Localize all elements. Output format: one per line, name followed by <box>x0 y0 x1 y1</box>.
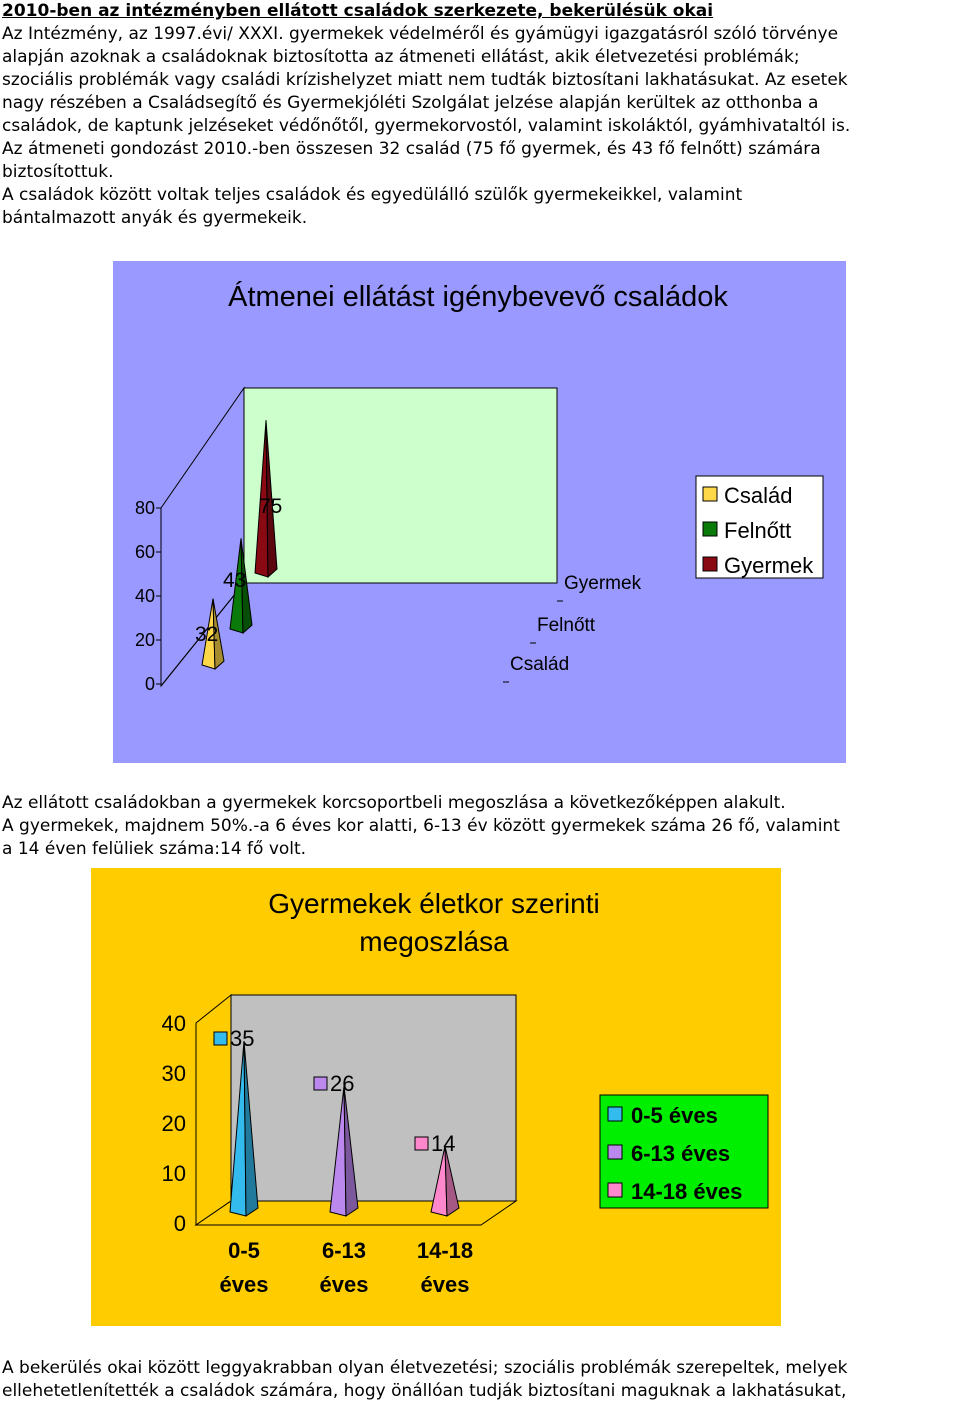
legend-label: Család <box>724 483 793 508</box>
text-line: Az Intézmény, az 1997.évi/ XXXI. gyermekek védelméről és gyámügyi igazgatásról szóló törvénye <box>2 24 839 44</box>
paragraph-intro <box>2 23 956 184</box>
text-line: családok, de kaptunk jelzéseket védőnőtől, gyermekorvostól, valamint iskoláktól, gyámhivataltól is. <box>2 116 851 136</box>
chart-families-svg <box>113 261 846 763</box>
legend-label: Felnőtt <box>724 518 792 543</box>
chart-back-wall <box>231 995 516 1201</box>
value-label-swatch <box>314 1077 327 1090</box>
text-line: A gyermekek, majdnem 50%.-a 6 éves kor alatti, 6-13 év között gyermekek száma 26 fő, valamint <box>2 816 840 836</box>
category-label: Család <box>510 654 570 675</box>
text-line: bántalmazott anyák és gyermekeik. <box>2 208 308 228</box>
chart-back-wall <box>244 388 557 583</box>
chart-children-age <box>91 868 781 1326</box>
text-line: Az ellátott családokban a gyermekek korcsoportbeli megoszlása a következőképpen alakult. <box>2 793 786 813</box>
value-label: 35 <box>230 1026 255 1051</box>
legend-label: 0-5 éves <box>631 1103 718 1128</box>
value-label: 43 <box>223 569 247 592</box>
paragraph-reasons <box>2 1357 956 1403</box>
category-label: éves <box>420 1272 470 1297</box>
legend-swatch <box>608 1145 622 1159</box>
text-line: A családok között voltak teljes családok és egyedülálló szülők gyermekeikkel, valamint <box>2 185 743 205</box>
legend-swatch <box>703 557 717 571</box>
legend-swatch <box>703 487 717 501</box>
y-tick-label: 30 <box>161 1061 186 1086</box>
legend-swatch <box>608 1107 622 1121</box>
value-label: 32 <box>195 623 219 646</box>
value-label: 75 <box>259 495 283 518</box>
text-line: a 14 éven felüliek száma:14 fő volt. <box>2 839 307 859</box>
text-line: biztosítottuk. <box>2 162 114 182</box>
paragraph-family-types <box>2 184 956 230</box>
text-line: nagy részében a Családsegítő és Gyermekjóléti Szolgálat jelzése alapján kerültek az otthonba a <box>2 93 819 113</box>
chart-title: Átmenei ellátást igénybevevő családok <box>228 281 728 313</box>
text-line: Az átmeneti gondozást 2010.-ben összesen 32 család (75 fő gyermek, és 43 fő felnőtt) számára <box>2 139 821 159</box>
legend-label: 6-13 éves <box>631 1141 731 1166</box>
y-tick-label: 40 <box>161 1011 186 1036</box>
legend-swatch <box>703 522 717 536</box>
y-tick-label: 80 <box>134 498 155 518</box>
value-label-swatch <box>214 1032 227 1045</box>
text-line: alapján azoknak a családoknak biztosította az átmeneti ellátást, akik életvezetési problémák; <box>2 47 800 67</box>
text-line: A bekerülés okai között leggyakrabban olyan életvezetési; szociális problémák szerepeltek, melyek <box>2 1358 848 1378</box>
value-label: 26 <box>330 1071 355 1096</box>
chart-children-age-svg <box>91 868 781 1326</box>
category-label: éves <box>219 1272 269 1297</box>
text-line: szociális problémák vagy családi krízishelyzet miatt nem tudták biztosítani lakhatásukat. Az esetek <box>2 70 848 90</box>
category-label: 0-5 <box>228 1238 260 1263</box>
document-heading: 2010-ben az intézményben ellátott családok szerkezete, bekerülésük okai <box>2 1 714 21</box>
legend-label: Gyermek <box>724 553 814 578</box>
text-line: ellehetetlenítették a családok számára, hogy önállóan tudják biztosítani maguknak a lakhatásukat, <box>2 1381 847 1401</box>
legend-label: 14-18 éves <box>631 1179 743 1204</box>
y-tick-label: 20 <box>161 1111 186 1136</box>
y-tick-label: 10 <box>161 1161 186 1186</box>
category-label: éves <box>319 1272 369 1297</box>
chart-families <box>113 261 846 763</box>
value-label: 14 <box>431 1131 456 1156</box>
chart-title-line: megoszlása <box>359 926 509 957</box>
category-label: 6-13 <box>321 1238 367 1263</box>
y-tick-label: 0 <box>173 1211 186 1236</box>
y-tick-label: 20 <box>134 630 155 650</box>
y-tick-label: 0 <box>144 674 155 694</box>
chart-title-line: Gyermekek életkor szerinti <box>268 888 600 919</box>
category-label: 14-18 <box>416 1238 474 1263</box>
y-tick-label: 60 <box>134 542 155 562</box>
value-label-swatch <box>415 1137 428 1150</box>
chart-side-wall <box>196 995 231 1225</box>
category-label: Felnőtt <box>537 615 596 636</box>
category-label: Gyermek <box>564 573 642 594</box>
y-tick-label: 40 <box>134 586 155 606</box>
paragraph-age-groups <box>2 792 956 861</box>
legend-swatch <box>608 1183 622 1197</box>
